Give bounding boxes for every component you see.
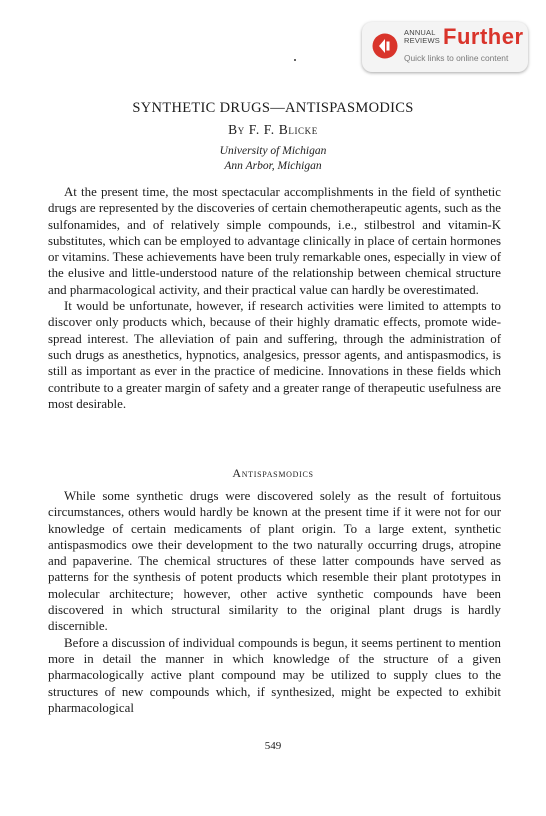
badge-tagline: Quick links to online content — [404, 53, 509, 63]
paragraph: At the present time, the most spectacular accomplishments in the field of synthetic drugs are represented by the discoveries of certain chemotherapeutic agents, such as the sulfonamides, and of relatively simple compounds, i.e., stilbestrol and vitamin-K substitutes, which can be employed to advantage clinically in place of certain hormones or vitamins. These achievements have been truly remarkable ones, especially in view of the elusive and little-understood nature of the relationship between chemical structure and pharmacological activity, and their practical value can hardly be overestimated. — [48, 185, 501, 297]
affiliation-university: University of Michigan — [219, 145, 327, 157]
paragraph: It would be unfortunate, however, if research activities were limited to attempts to discover only products which, because of their highly dramatic effects, promote wide-spread interest. The alleviation of pain and suffering, through the administration of such drugs as anesthetics, hypnotics, analgesics, pressor agents, and antispasmodics, is still as important as ever in the practice of medicine. Innovations in these fields which contribute to a greater margin of safety and a greater range of therapeutic usefulness are most desirable. — [48, 299, 501, 411]
reviews-word: REVIEWS — [404, 36, 440, 45]
article-author: By F. F. Blicke — [228, 122, 318, 137]
scan-speck — [294, 59, 296, 61]
paragraph: Before a discussion of individual compounds is begun, it seems pertinent to mention more in detail the manner in which knowledge of the structure of a given pharmacologically active plant compound may be utilized to supply clues to the structures of new compounds which, if synthesized, might be expected to exhibit pharmacological — [48, 635, 501, 715]
play-arrow-circle-icon — [372, 33, 398, 59]
section-text — [48, 488, 501, 716]
further-badge[interactable] — [362, 22, 528, 72]
article-title: SYNTHETIC DRUGS—ANTISPASMODICS — [132, 100, 414, 116]
affiliation-location: Ann Arbor, Michigan — [224, 160, 322, 172]
paragraph: While some synthetic drugs were discovered solely as the result of fortuitous circumstances, others would hardly be known at the present time if it were not for our knowledge of certain medicaments of plant origin. To a large extent, synthetic antispasmodics owe their development to the two naturally occurring drugs, atropine and papaverine. The chemical structures of these latter compounds have served as patterns for the synthesis of potent products which resemble their plant prototypes in molecular architecture; however, other active synthetic compounds have been discovered in which structural similarity to the original plant drugs is hardly discernible. — [48, 489, 501, 634]
page-number: 549 — [264, 740, 282, 752]
annual-word: ANNUAL — [404, 28, 436, 37]
annual-reviews-logotype — [404, 29, 444, 45]
section-heading: Antispasmodics — [232, 466, 314, 480]
further-label: Further — [443, 24, 524, 49]
intro-text — [48, 184, 501, 412]
